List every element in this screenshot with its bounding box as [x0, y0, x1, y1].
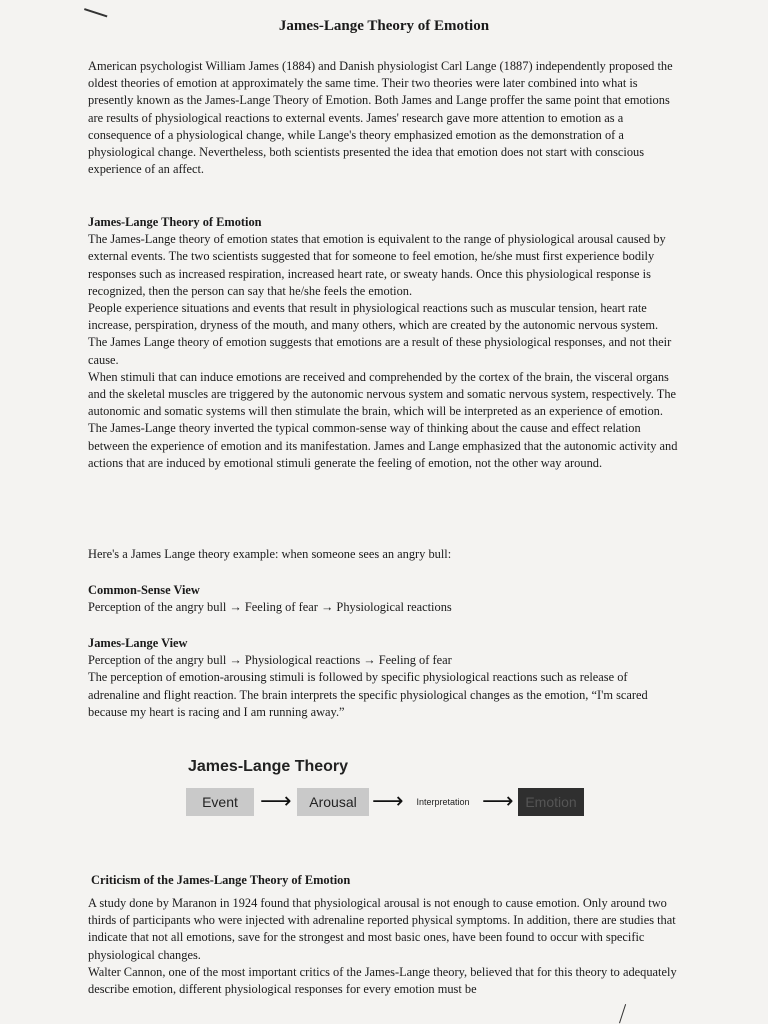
paragraph: Walter Cannon, one of the most important critics of the James-Lange theory, believed that for this theory to adequately describe emotion, different physiological responses for every emotion must be	[88, 964, 677, 997]
diagram-title: James-Lange Theory	[188, 758, 349, 775]
arrow-right-icon: ⟶	[482, 789, 514, 814]
pen-mark	[619, 1004, 628, 1024]
section-heading: James-Lange View	[88, 636, 188, 650]
arrow-right-icon: ⟶	[260, 789, 292, 814]
section-theory	[88, 214, 678, 472]
arousal-box: Arousal	[297, 788, 369, 816]
paragraph: People experience situations and events that result in physiological reactions such as muscular tension, heart rate increase, perspiration, dryness of the mouth, and many others, which are created by the autonomic nervous system. The James Lange theory of emotion suggests that emotions are a result of these physiological responses, and not their cause.	[88, 301, 672, 367]
paragraph: The James-Lange theory inverted the typical common-sense way of thinking about the cause and effect relation between the experience of emotion and its manifestation. James and Lange emphasized that the autonomic activity and actions that are induced by emotional stimuli generate the feeling of emotion, not the other way around.	[88, 421, 678, 470]
james-lange-view	[88, 635, 678, 721]
page-title: James-Lange Theory of Emotion	[278, 18, 490, 34]
example-intro	[88, 546, 678, 563]
intro-text: American psychologist William James (1884) and Danish physiologist Carl Lange (1887) independently proposed the oldest theories of emotion at approximately the same time. Their two theories were later combined into what is presently known as the James-Lange Theory of Emotion. Both James and Lange proffer the same point that emotions are results of physiological reactions to external events. James' research gave more attention to emotion as a consequence of a physiological change, while Lange's theory emphasized emotion as the demonstration of a physiological change. Nevertheless, both scientists presented the idea that emotion does not start with conscious experience of an affect.	[88, 59, 673, 177]
sequence-text: Perception of the angry bull → Feeling of fear → Physiological reactions	[88, 600, 452, 615]
example-text: Here's a James Lange theory example: when someone sees an angry bull:	[88, 547, 452, 561]
flow-row	[186, 788, 606, 818]
arrow-right-icon: ⟶	[372, 789, 404, 814]
pen-mark	[84, 0, 110, 17]
theory-diagram	[186, 758, 606, 828]
section-heading: Common-Sense View	[88, 583, 200, 597]
intro-paragraph	[88, 58, 678, 178]
sequence-text: Perception of the angry bull → Physiological reactions → Feeling of fear	[88, 653, 452, 668]
section-heading: James-Lange Theory of Emotion	[88, 215, 262, 229]
paragraph: A study done by Maranon in 1924 found that physiological arousal is not enough to cause emotion. Only around two thirds of participants who were injected with adrenaline reported physical symptoms. In addition, there are studies that indicate that not all emotions, save for the strongest and most basic ones, have been found to occur with specific physiological changes.	[88, 896, 676, 962]
emotion-box: Emotion	[518, 788, 584, 816]
section-heading: Criticism of the James-Lange Theory of Emotion	[91, 873, 351, 887]
section-criticism	[88, 895, 680, 998]
event-box: Event	[186, 788, 254, 816]
paragraph: The perception of emotion-arousing stimuli is followed by specific physiological reactions such as release of adrenaline and flight reaction. The brain interprets the specific physiological changes as the emotion, “I'm scared because my heart is racing and I am running away.”	[88, 670, 648, 719]
interpretation-box: Interpretation	[416, 797, 470, 807]
common-sense-view	[88, 582, 678, 616]
paragraph: The James-Lange theory of emotion states that emotion is equivalent to the range of physiological arousal caused by external events. The two scientists suggested that for someone to feel emotion, he/she must first experience bodily responses such as increased respiration, increased heart rate, or sweaty hands. Once this physiological response is recognized, then the person can say that he/she feels the emotion.	[88, 232, 666, 298]
paragraph: When stimuli that can induce emotions are received and comprehended by the cortex of the brain, the visceral organs and the skeletal muscles are triggered by the autonomic nervous system and somatic nervous system, respectively. The autonomic and somatic systems will then stimulate the brain, which will be interpreted as an experience of emotion.	[88, 369, 677, 419]
